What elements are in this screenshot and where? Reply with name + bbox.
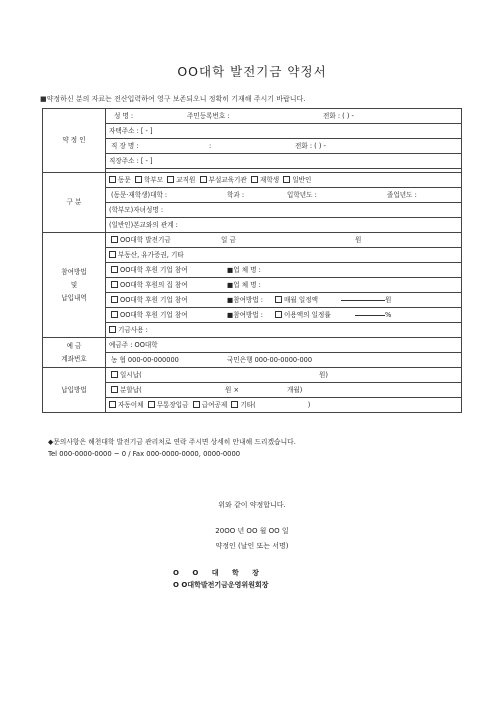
pledger-spacer-row xyxy=(106,169,462,173)
parent-row[interactable] xyxy=(106,203,462,218)
payment-header: 납입방법 xyxy=(43,368,106,413)
option-general[interactable]: 일반인 xyxy=(283,176,311,184)
account-holder-row xyxy=(106,338,462,353)
method-auto-transfer[interactable]: 자동이체 xyxy=(109,401,143,409)
grad-year-label: 졸업년도 : xyxy=(387,191,417,199)
general-label: (일반인)본교와의 관계 : xyxy=(109,221,178,229)
option-parent[interactable]: 학부모 xyxy=(135,176,163,184)
fund-use-row[interactable]: 기금사용 : xyxy=(106,323,462,338)
page-title: OO대학 발전기금 약정서 xyxy=(177,64,327,79)
phone-label: 전화 : ( ) - xyxy=(323,112,354,120)
sponsor-house-row[interactable]: OO대학 후원의 집 참여 ■업 체 명 : xyxy=(106,278,462,293)
participation-header: 참여방법 및 납입내역 xyxy=(43,233,106,338)
checkbox-icon xyxy=(275,296,282,303)
alumni-row[interactable] xyxy=(106,188,462,203)
home-address-row[interactable] xyxy=(106,124,462,139)
home-address-label: 자택주소 : [ - ] xyxy=(109,127,153,135)
checkbox-icon xyxy=(251,176,258,183)
checkbox-icon xyxy=(109,251,116,258)
checkbox-icon xyxy=(283,176,290,183)
fund-row[interactable]: OO대학 발전기금 일 금 원 xyxy=(106,233,462,248)
work-address-row[interactable] xyxy=(106,154,462,169)
installment-row[interactable]: 분할납( 원 × 개월) xyxy=(106,383,462,398)
checkbox-icon xyxy=(109,326,116,333)
checkbox-icon xyxy=(231,401,238,408)
checkbox-icon xyxy=(111,236,118,243)
kb-account: 국민은행 000-00-0000-000 xyxy=(227,356,313,364)
checkbox-icon xyxy=(111,386,118,393)
checkbox-icon xyxy=(193,401,200,408)
entry-year-label: 입학년도 : xyxy=(287,191,317,199)
checkbox-icon xyxy=(111,311,118,318)
tel-text: Tel 000-0000-0000 ~ 0 / Fax 000-0000-0000, 0000-0000 xyxy=(48,450,241,458)
rate-row[interactable]: OO대학 후원 기업 참여 ■참여방법 : 이용액의 일정률 % xyxy=(106,308,462,323)
lump-sum-row[interactable]: 일시납( 원) xyxy=(106,368,462,383)
sponsor-company-row[interactable]: OO대학 후원 기업 참여 ■업 체 명 : xyxy=(106,263,462,278)
account-holder: 예금주 : OO대학 xyxy=(109,341,158,349)
signer-line: 약정인 (날인 또는 서명) xyxy=(215,542,289,550)
checkbox-icon xyxy=(275,311,282,318)
work-label: 직 장 명 : xyxy=(111,142,139,150)
nh-account: 농 협 000-00-000000 xyxy=(111,356,179,364)
alumni-label: (동문·재학생)대학 : xyxy=(111,191,168,199)
category-options-row xyxy=(106,173,462,188)
checkbox-icon xyxy=(109,401,116,408)
pledge-form-table xyxy=(42,108,462,413)
checkbox-icon xyxy=(109,176,116,183)
account-numbers-row xyxy=(106,353,462,368)
property-row[interactable]: 부동산, 유가증권, 기타 xyxy=(106,248,462,263)
checkbox-icon xyxy=(111,371,118,378)
category-header: 구 분 xyxy=(43,173,106,233)
university-president: O O 대 학 장 xyxy=(173,569,260,577)
method-bank-deposit[interactable]: 무통장입금 xyxy=(148,401,189,409)
committee-chair: O O대학발전기금운영위원회장 xyxy=(173,581,269,589)
id-label: 주민등록번호 : xyxy=(187,112,230,120)
name-label: 성 명 : xyxy=(114,112,134,120)
work-phone-label: 전화 : ( ) - xyxy=(295,142,326,150)
general-row[interactable] xyxy=(106,218,462,233)
checkbox-icon xyxy=(111,266,118,273)
checkbox-icon xyxy=(111,296,118,303)
option-alumni[interactable]: 동문 xyxy=(109,176,131,184)
work-colon: : xyxy=(209,142,212,150)
method-other[interactable]: 기타( xyxy=(231,401,255,409)
account-header: 예 금 계좌번호 xyxy=(43,338,106,368)
parent-label: (학부모)자녀성명 : xyxy=(109,206,164,214)
checkbox-icon xyxy=(200,176,207,183)
option-affiliate[interactable]: 부설교육기관 xyxy=(200,176,247,184)
checkbox-icon xyxy=(111,281,118,288)
payment-methods-row: 자동이체 무통장입금 급여공제 기타( ) xyxy=(106,398,462,413)
date-line: 20OO 년 OO 월 OO 일 xyxy=(215,527,289,535)
inquiry-text: ◆문의사항은 해천대학 발전기금 관리처로 연락 주시면 상세히 안내해 드리겠습니다. xyxy=(48,438,296,446)
notice-text: ■약정하신 분의 자료는 전산입력하여 영구 보존되오니 정확히 기재해 주시기 바랍니다. xyxy=(40,95,306,103)
method-payroll[interactable]: 급여공제 xyxy=(193,401,227,409)
option-staff[interactable]: 교직원 xyxy=(167,176,195,184)
checkbox-icon xyxy=(167,176,174,183)
work-address-label: 직장주소 : [ - ] xyxy=(109,157,153,165)
checkbox-icon xyxy=(135,176,142,183)
pledger-header: 약 정 인 xyxy=(43,109,106,173)
agree-text: 위와 같이 약정합니다. xyxy=(218,501,286,509)
option-student[interactable]: 재학생 xyxy=(251,176,279,184)
name-row xyxy=(106,109,462,124)
work-row[interactable] xyxy=(106,139,462,154)
monthly-row[interactable]: OO대학 후원 기업 참여 ■참여방법 : 매월 일정액 원 xyxy=(106,293,462,308)
checkbox-icon xyxy=(148,401,155,408)
dept-label: 학과 : xyxy=(227,191,245,199)
